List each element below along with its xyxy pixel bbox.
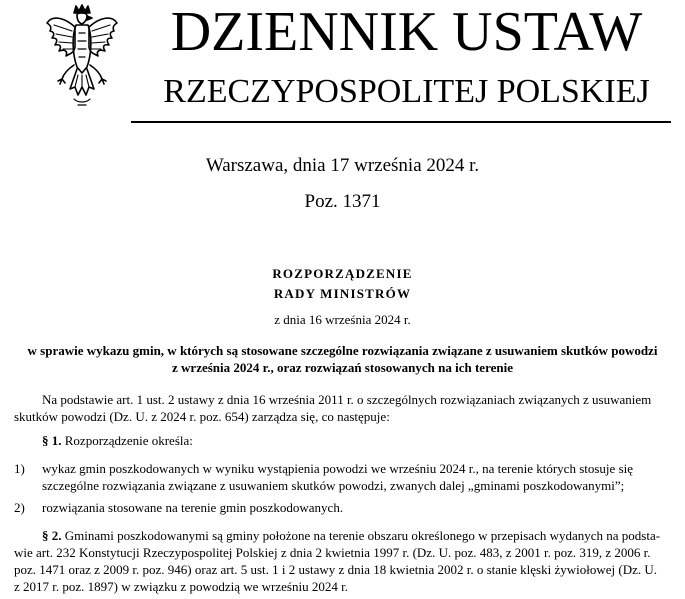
list-item-line: szczególne rozwiązania związane z usuwaniem skutków powodzi, zwanych dalej „gminami poszkodowanymi”; bbox=[42, 478, 625, 493]
gazette-title: DZIENNIK USTAW bbox=[170, 1, 643, 63]
list-item-line: wykaz gmin poszkodowanych w wyniku wystąpienia powodzi we wrześniu 2024 r., na terenie których stosuje się bbox=[42, 461, 634, 476]
preamble-line: Na podstawie art. 1 ust. 2 ustawy z dnia 16 września 2011 r. o szczególnych rozwiązaniach związanych z usuwaniem bbox=[42, 392, 652, 407]
act-subject-line: z września 2024 r., oraz rozwiązań stosowanych na ich terenie bbox=[172, 360, 513, 375]
list-item bbox=[42, 460, 671, 494]
header-divider bbox=[131, 121, 671, 123]
section-2-mark: § 2. bbox=[42, 528, 62, 543]
preamble bbox=[14, 391, 671, 425]
act-type: ROZPORZĄDZENIE bbox=[272, 266, 413, 281]
act-subject bbox=[14, 342, 671, 376]
list-item-line: rozwiązania stosowane na terenie gmin poszkodowanych. bbox=[42, 500, 344, 515]
act-subject-line: w sprawie wykazu gmin, w których są stosowane szczególne rozwiązania związane z usuwaniem skutków powodzi bbox=[27, 343, 658, 358]
list-item bbox=[42, 499, 671, 516]
section-2 bbox=[14, 527, 671, 595]
list-item-label: 1) bbox=[14, 461, 25, 476]
act-issuer: RADY MINISTRÓW bbox=[273, 286, 412, 301]
publication-position: Poz. 1371 bbox=[304, 191, 381, 212]
section-2-first-line bbox=[14, 527, 671, 544]
section-1-mark: § 1. bbox=[42, 433, 62, 448]
publication-place-date: Warszawa, dnia 17 września 2024 r. bbox=[205, 155, 480, 176]
preamble-line: skutków powodzi (Dz. U. z 2024 r. poz. 654) zarządza się, co następuje: bbox=[14, 409, 390, 424]
act-date: z dnia 16 września 2024 r. bbox=[274, 312, 411, 327]
section-2-line: poz. 1471 oraz z 2009 r. poz. 946) oraz art. 5 ust. 1 i 2 ustawy z dnia 18 kwietnia 2002 r. o stanie klęski żywiołowej (Dz. U. bbox=[14, 562, 657, 577]
section-2-line: z 2017 r. poz. 1897) w związku z powodzią we wrześniu 2024 r. bbox=[14, 579, 348, 594]
section-2-line: wie art. 232 Konstytucji Rzeczypospolitej Polskiej z dnia 2 kwietnia 1997 r. (Dz. U. poz. 483, z 2001 r. poz. 319, z 2006 r. bbox=[14, 545, 651, 560]
gazette-subtitle: RZECZYPOSPOLITEJ POLSKIEJ bbox=[163, 73, 650, 110]
list-item-label: 2) bbox=[14, 500, 25, 515]
polish-eagle-emblem-icon bbox=[44, 3, 120, 113]
section-1-text: Rozporządzenie określa: bbox=[64, 433, 193, 448]
section-1-heading bbox=[14, 432, 685, 449]
section-2-first-line-text: Gminami poszkodowanymi są gminy położone na terenie obszaru określonego w przepisach wydanych na podsta- bbox=[64, 528, 661, 543]
